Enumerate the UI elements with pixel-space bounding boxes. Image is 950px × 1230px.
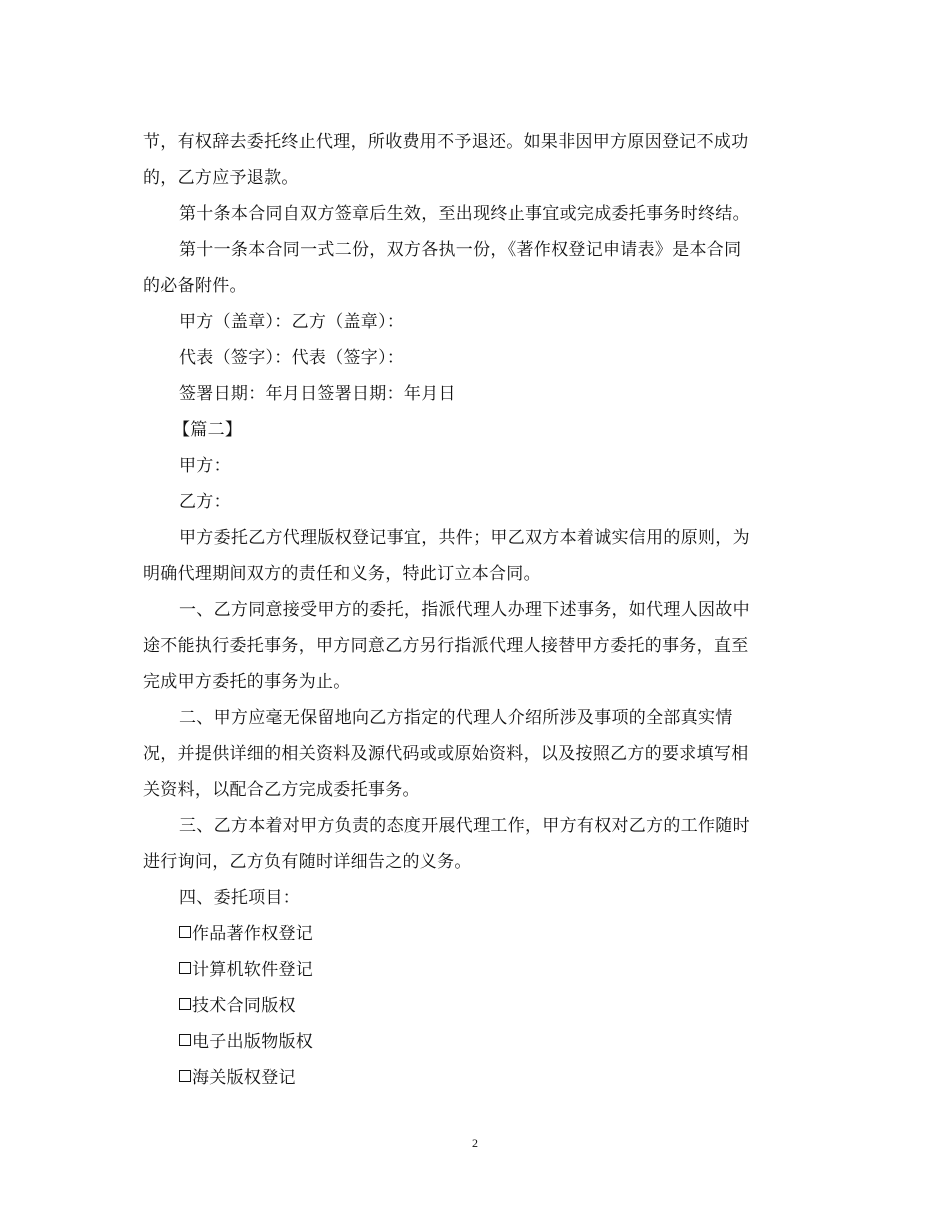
signature-line: 代表（签字）：代表（签字）： [179,348,405,368]
text-line: 的，乙方应予退款。 [143,168,299,188]
checklist-label: 电子出版物版权 [192,1032,314,1052]
checkbox-icon [179,1070,191,1082]
text-line: 完成甲方委托的事务为止。 [143,672,351,692]
text-line: 的必备附件。 [143,276,247,296]
clause-four: 四、委托项目： [179,888,301,908]
checklist-label: 海关版权登记 [192,1068,296,1088]
checkbox-icon [179,998,191,1010]
checklist-label: 计算机软件登记 [192,960,314,980]
party-b-label: 乙方： [179,492,231,512]
text-line: 关资料，以配合乙方完成委托事务。 [143,780,420,800]
checkbox-icon [179,1034,191,1046]
text-line: 节，有权辞去委托终止代理，所收费用不予退还。如果非因甲方原因登记不成功 [143,132,749,152]
text-line: 进行询问，乙方负有随时详细告之的义务。 [143,852,472,872]
clause-eleven: 第十一条本合同一式二份，双方各执一份，《著作权登记申请表》是本合同 [179,240,742,260]
section-heading: 【篇二】 [173,420,243,440]
seal-line: 甲方（盖章）：乙方（盖章）： [179,312,405,332]
checklist-item [179,988,296,1024]
checklist-item [179,916,313,952]
clause-one: 一、乙方同意接受甲方的委托，指派代理人办理下述事务，如代理人因故中 [179,600,750,620]
checkbox-icon [179,962,191,974]
checklist-item [179,952,313,988]
text-line: 况，并提供详细的相关资料及源代码或或原始资料，以及按照乙方的要求填写相 [143,744,749,764]
checklist-item [179,1060,296,1096]
checklist-label: 作品著作权登记 [192,924,314,944]
page-number: 2 [472,1136,478,1150]
clause-three: 三、乙方本着对甲方负责的态度开展代理工作，甲方有权对乙方的工作随时 [179,816,750,836]
paragraph-intro: 甲方委托乙方代理版权登记事宜，共件；甲乙双方本着诚实信用的原则，为 [179,528,750,548]
sign-date-line: 签署日期：年月日签署日期：年月日 [179,384,456,404]
clause-two: 二、甲方应毫无保留地向乙方指定的代理人介绍所涉及事项的全部真实情 [179,708,733,728]
checklist-label: 技术合同版权 [192,996,296,1016]
checkbox-icon [179,926,191,938]
checklist-item [179,1024,313,1060]
clause-ten: 第十条本合同自双方签章后生效，至出现终止事宜或完成委托事务时终结。 [179,204,750,224]
party-a-label: 甲方： [179,456,231,476]
text-line: 途不能执行委托事务，甲方同意乙方另行指派代理人接替甲方委托的事务，直至 [143,636,749,656]
text-line: 明确代理期间双方的责任和义务，特此订立本合同。 [143,564,541,584]
